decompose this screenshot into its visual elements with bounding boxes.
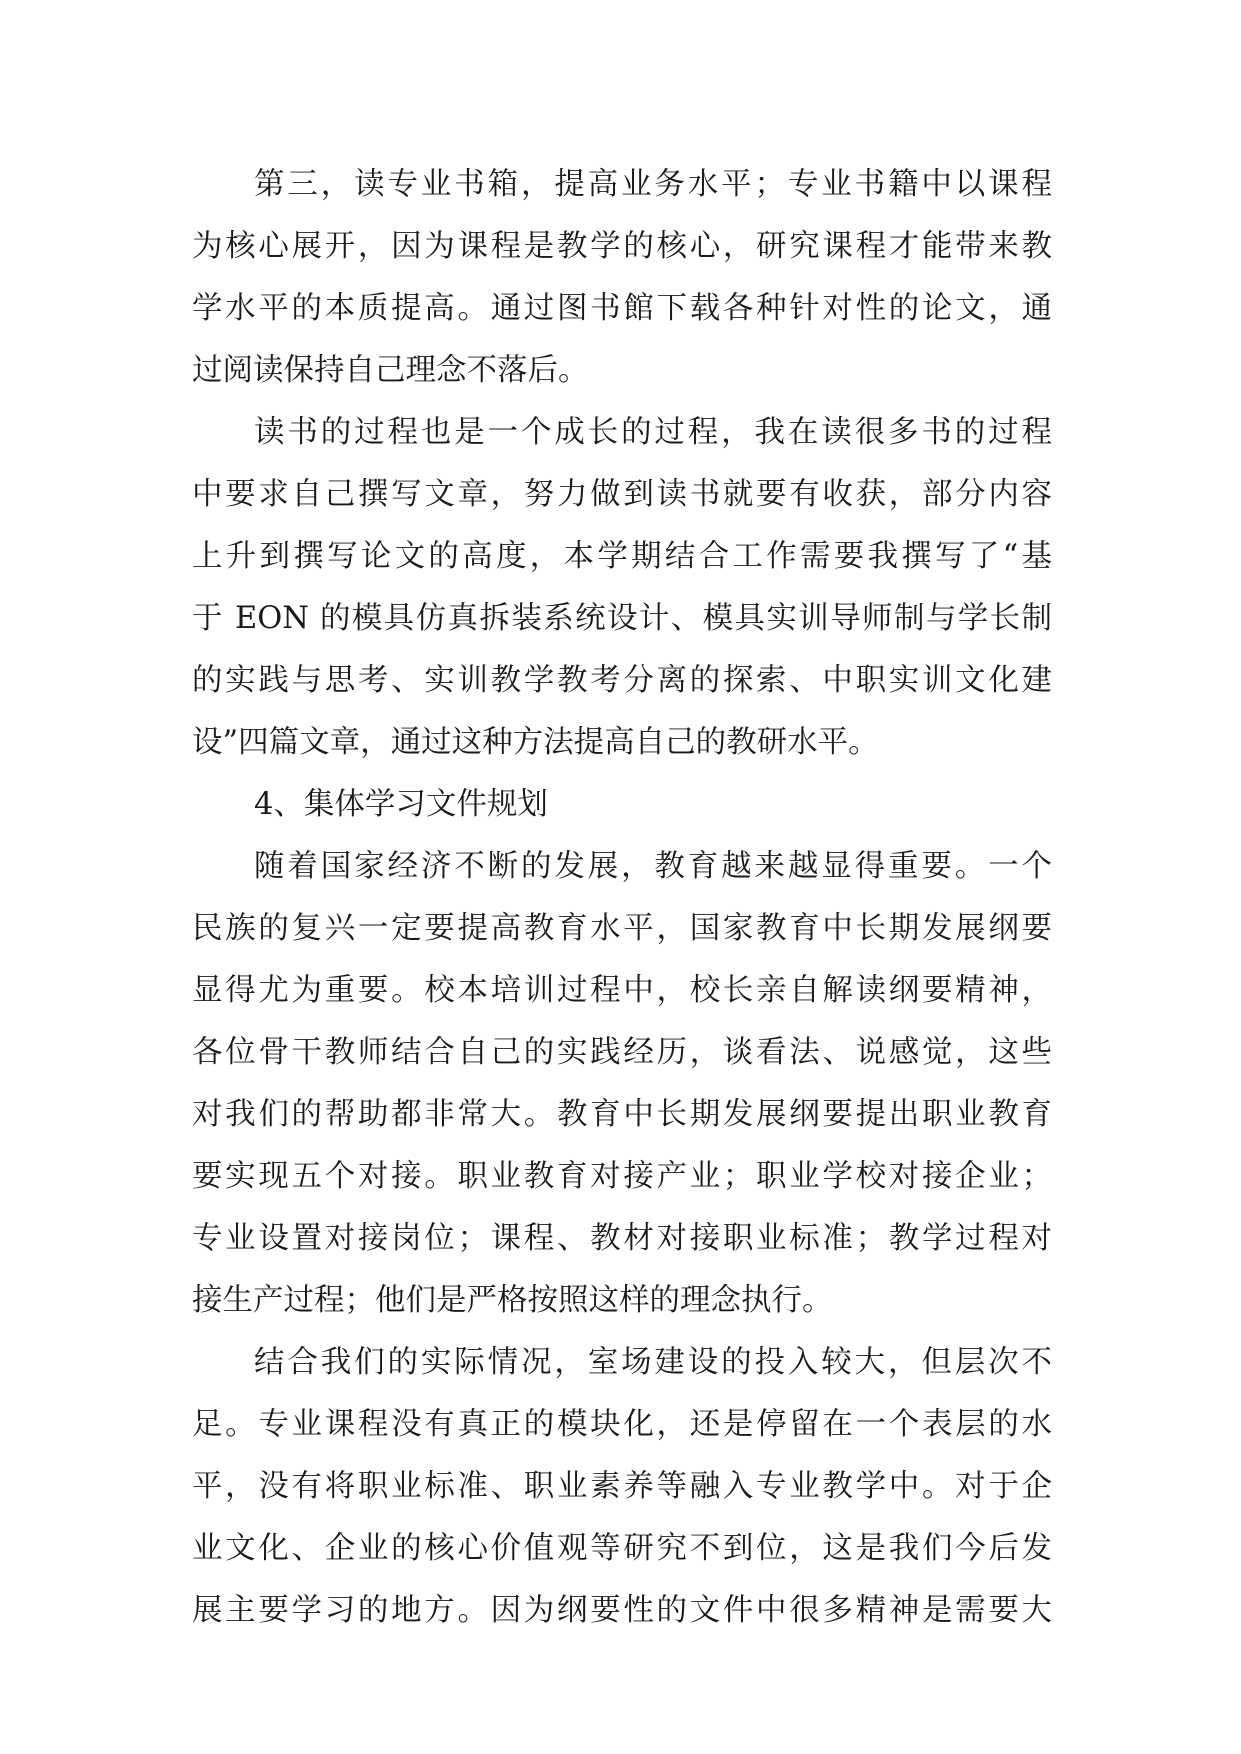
paragraph-line: 业文化、企业的核心价值观等研究不到位，这是我们今后发 [192, 1531, 1052, 1566]
paragraph-line: 专业设置对接岗位；课程、教材对接职业标准；教学过程对 [192, 1221, 1052, 1256]
section-heading: 4、集体学习文件规划 [254, 787, 548, 822]
paragraph-line: 于 EON 的模具仿真拆装系统设计、模具实训导师制与学长制 [192, 601, 1052, 636]
paragraph-line: 读书的过程也是一个成长的过程，我在读很多书的过程 [254, 415, 1052, 450]
paragraph-line: 民族的复兴一定要提高教育水平，国家教育中长期发展纲要 [192, 911, 1052, 946]
paragraph-line: 设”四篇文章，通过这种方法提高自己的教研水平。 [192, 725, 879, 760]
paragraph-line: 的实践与思考、实训教学教考分离的探索、中职实训文化建 [192, 663, 1052, 698]
paragraph-line: 为核心展开，因为课程是教学的核心，研究课程才能带来教 [192, 229, 1052, 264]
paragraph-line: 中要求自己撰写文章，努力做到读书就要有收获，部分内容 [192, 477, 1052, 512]
paragraph-line: 对我们的帮助都非常大。教育中长期发展纲要提出职业教育 [192, 1097, 1052, 1132]
paragraph-line: 过阅读保持自己理念不落后。 [192, 353, 589, 388]
paragraph-line: 上升到撰写论文的高度，本学期结合工作需要我撰写了“基 [192, 539, 1052, 574]
paragraph-line: 各位骨干教师结合自己的实践经历，谈看法、说感觉，这些 [192, 1035, 1052, 1070]
paragraph-line: 接生产过程；他们是严格按照这样的理念执行。 [192, 1283, 833, 1318]
paragraph-line: 随着国家经济不断的发展，教育越来越显得重要。一个 [254, 849, 1052, 884]
paragraph-line: 平，没有将职业标准、职业素养等融入专业教学中。对于企 [192, 1469, 1052, 1504]
paragraph-line: 显得尤为重要。校本培训过程中，校长亲自解读纲要精神， [192, 973, 1052, 1008]
paragraph-line: 学水平的本质提高。通过图书館下载各种针对性的论文，通 [192, 291, 1052, 326]
paragraph-line: 展主要学习的地方。因为纲要性的文件中很多精神是需要大 [192, 1593, 1052, 1628]
paragraph-line: 第三，读专业书箱，提高业务水平；专业书籍中以课程 [254, 167, 1052, 202]
paragraph-line: 要实现五个对接。职业教育对接产业；职业学校对接企业； [192, 1159, 1052, 1194]
paragraph-line: 结合我们的实际情况，室场建设的投入较大，但层次不 [254, 1345, 1052, 1380]
paragraph-line: 足。专业课程没有真正的模块化，还是停留在一个表层的水 [192, 1407, 1052, 1442]
